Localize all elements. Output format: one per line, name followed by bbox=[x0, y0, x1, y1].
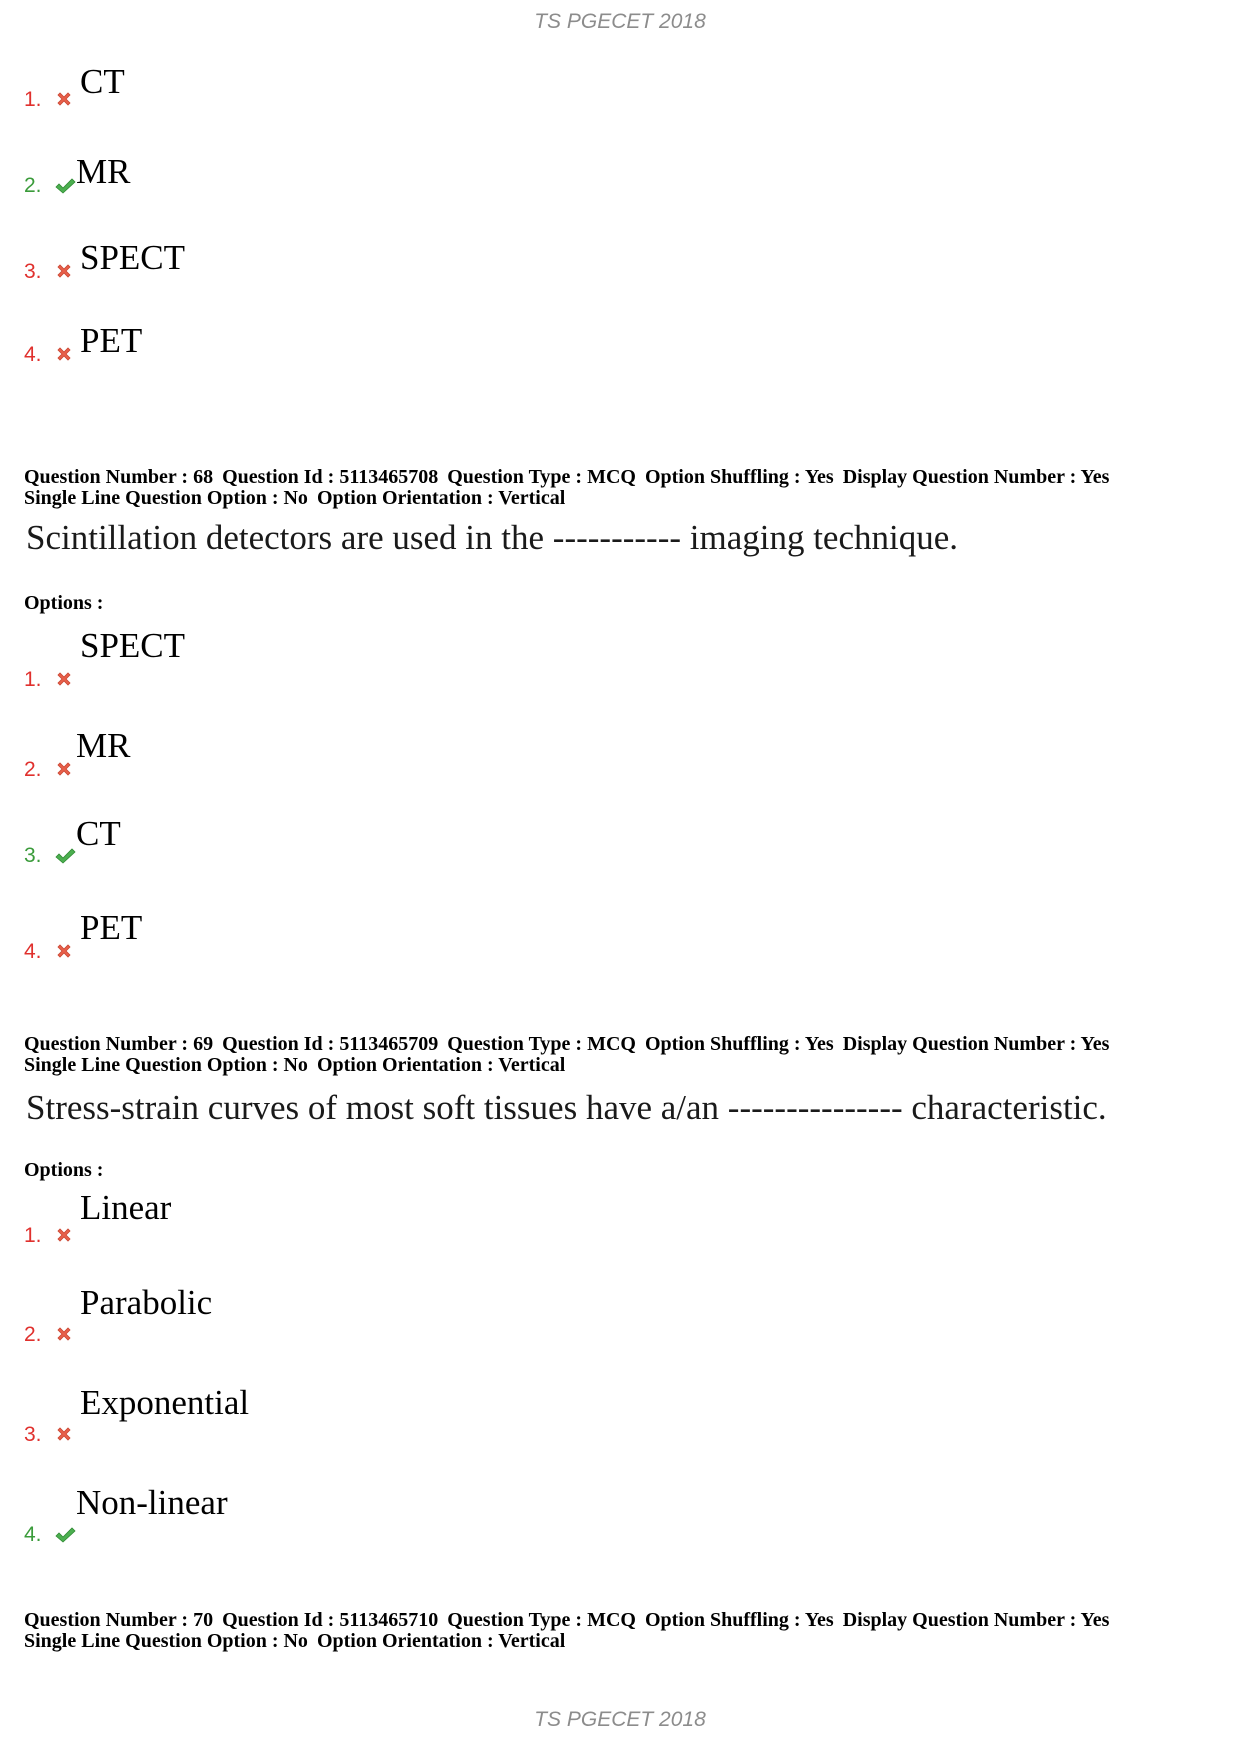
question-meta-field: Question Type : MCQ bbox=[447, 1609, 636, 1631]
question-meta-field: Question Number : 68 bbox=[24, 466, 214, 488]
option-item bbox=[24, 800, 924, 870]
option-item bbox=[24, 890, 924, 963]
cross-mark-icon bbox=[54, 1225, 74, 1245]
option-number: 2. bbox=[24, 758, 42, 781]
cross-mark-icon bbox=[54, 1424, 74, 1444]
option-number: 1. bbox=[24, 1224, 42, 1247]
question-70-meta bbox=[24, 1610, 1224, 1652]
option-item bbox=[24, 236, 924, 306]
option-item bbox=[24, 1385, 924, 1455]
question-meta-field: Question Type : MCQ bbox=[447, 466, 636, 488]
option-number: 1. bbox=[24, 88, 42, 111]
check-mark-icon bbox=[54, 176, 74, 196]
question-meta-field: Question Type : MCQ bbox=[447, 1033, 636, 1055]
question-meta-field: Single Line Question Option : No bbox=[24, 1630, 308, 1652]
question-meta-row bbox=[24, 467, 1224, 488]
running-header: TS PGECET 2018 bbox=[534, 10, 706, 33]
option-number: 2. bbox=[24, 1323, 42, 1346]
question-meta-field: Option Orientation : Vertical bbox=[316, 487, 566, 509]
cross-mark-icon bbox=[54, 941, 74, 961]
cross-mark-icon bbox=[54, 1324, 74, 1344]
running-footer: TS PGECET 2018 bbox=[534, 1708, 706, 1731]
question-meta-field: Option Shuffling : Yes bbox=[644, 1609, 834, 1631]
option-item bbox=[24, 1485, 924, 1555]
question-meta-field: Question Number : 69 bbox=[24, 1033, 214, 1055]
option-item bbox=[24, 323, 924, 393]
option-text: SPECT bbox=[80, 238, 186, 277]
option-item bbox=[24, 620, 924, 690]
question-meta-field: Display Question Number : Yes bbox=[842, 1033, 1110, 1055]
option-text: CT bbox=[76, 814, 121, 853]
cross-mark-icon bbox=[54, 759, 74, 779]
question-meta-field: Question Id : 5113465709 bbox=[222, 1033, 439, 1055]
option-text: MR bbox=[76, 726, 131, 765]
option-text: PET bbox=[80, 908, 143, 947]
cross-mark-icon bbox=[54, 344, 74, 364]
option-item bbox=[24, 1190, 924, 1260]
option-number: 1. bbox=[24, 668, 42, 691]
question-meta-row bbox=[24, 1034, 1224, 1055]
question-68-text: Scintillation detectors are used in the ----------- imaging technique. bbox=[26, 518, 959, 557]
option-number: 2. bbox=[24, 174, 42, 197]
question-meta-field: Display Question Number : Yes bbox=[842, 1609, 1110, 1631]
question-meta-field: Option Orientation : Vertical bbox=[316, 1630, 566, 1652]
option-number: 4. bbox=[24, 1523, 42, 1546]
question-meta-row bbox=[24, 1610, 1224, 1631]
question-meta-field: Display Question Number : Yes bbox=[842, 466, 1110, 488]
option-text: CT bbox=[80, 62, 125, 101]
option-item bbox=[24, 710, 924, 780]
option-number: 3. bbox=[24, 1423, 42, 1446]
option-number: 3. bbox=[24, 260, 42, 283]
check-mark-icon bbox=[54, 1525, 74, 1545]
question-meta-row bbox=[24, 1631, 1224, 1652]
question-meta-field: Single Line Question Option : No bbox=[24, 487, 308, 509]
question-meta-field: Option Shuffling : Yes bbox=[644, 466, 834, 488]
question-68-meta bbox=[24, 467, 1224, 509]
option-item bbox=[24, 146, 924, 216]
question-meta-row bbox=[24, 1055, 1224, 1076]
option-text: MR bbox=[76, 152, 131, 191]
question-meta-field: Question Number : 70 bbox=[24, 1609, 214, 1631]
option-number: 4. bbox=[24, 343, 42, 366]
option-number: 4. bbox=[24, 940, 42, 963]
question-meta-field: Question Id : 5113465708 bbox=[222, 466, 439, 488]
option-item bbox=[24, 1285, 924, 1355]
option-text: SPECT bbox=[80, 626, 186, 665]
question-meta-field: Option Shuffling : Yes bbox=[644, 1033, 834, 1055]
question-68-options-label: Options : bbox=[24, 592, 104, 614]
option-text: Exponential bbox=[80, 1383, 250, 1422]
option-text: Linear bbox=[80, 1188, 172, 1227]
question-69-meta bbox=[24, 1034, 1224, 1076]
option-text: PET bbox=[80, 321, 143, 360]
question-meta-field: Question Id : 5113465710 bbox=[222, 1609, 439, 1631]
question-meta-field: Option Orientation : Vertical bbox=[316, 1054, 566, 1076]
option-number: 3. bbox=[24, 844, 42, 867]
option-text: Non-linear bbox=[76, 1483, 228, 1522]
option-text: Parabolic bbox=[80, 1283, 213, 1322]
option-item bbox=[24, 58, 924, 128]
cross-mark-icon bbox=[54, 669, 74, 689]
cross-mark-icon bbox=[54, 261, 74, 281]
question-69-options-label: Options : bbox=[24, 1159, 104, 1181]
question-69-text: Stress-strain curves of most soft tissues have a/an --------------- characteristic. bbox=[26, 1088, 1107, 1127]
cross-mark-icon bbox=[54, 89, 74, 109]
question-meta-field: Single Line Question Option : No bbox=[24, 1054, 308, 1076]
question-meta-row bbox=[24, 488, 1224, 509]
check-mark-icon bbox=[54, 846, 74, 866]
